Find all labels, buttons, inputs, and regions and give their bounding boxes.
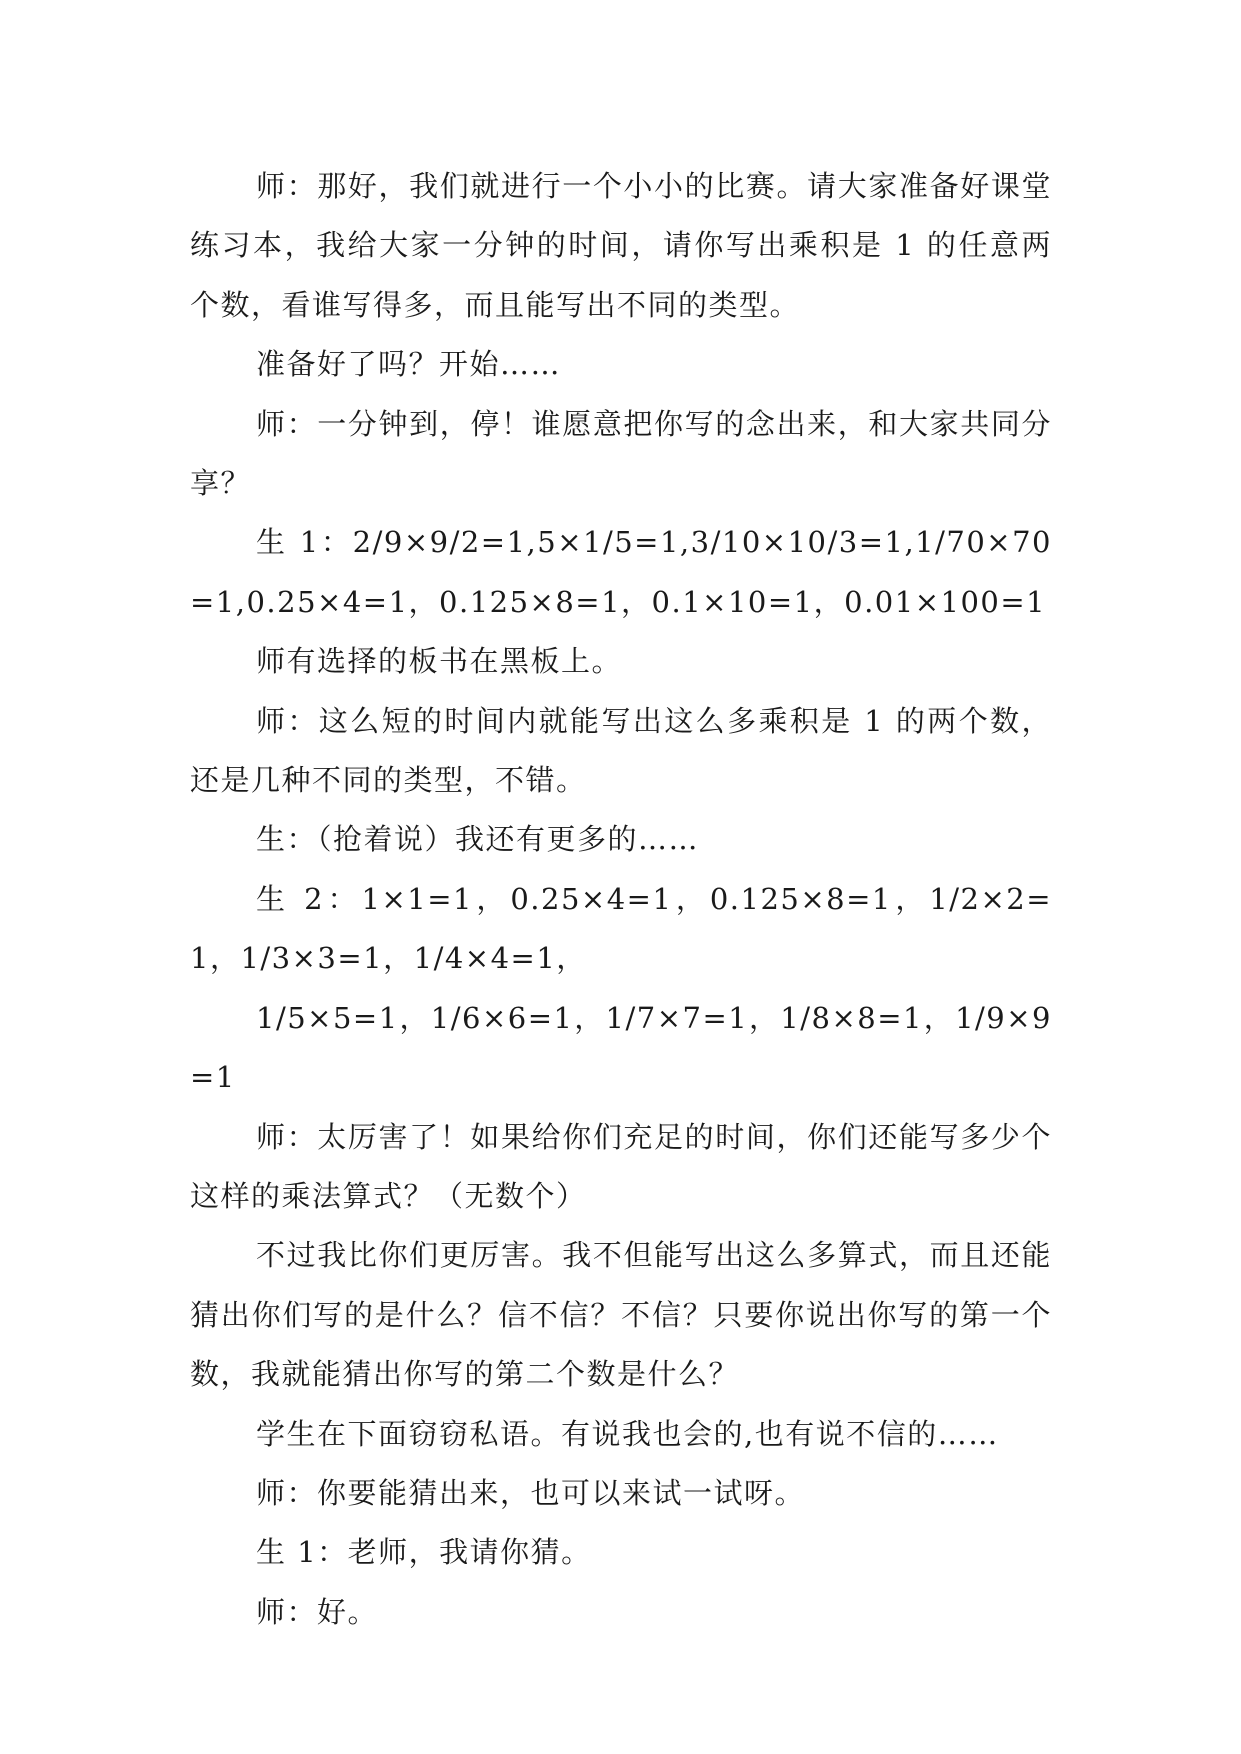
paragraph-students-whisper: 学生在下面窃窃私语。有说我也会的,也有说不信的…… bbox=[256, 1416, 999, 1451]
paragraph-time-up: 师：一分钟到，停！谁愿意把你写的念出来，和大家共同分享？ bbox=[190, 406, 1052, 501]
paragraph-student-more: 生：（抢着说）我还有更多的…… bbox=[256, 822, 700, 857]
paragraph-teacher-ok: 师：好。 bbox=[256, 1594, 379, 1629]
text-body bbox=[190, 157, 1052, 1642]
paragraph-blackboard-note: 师有选择的板书在黑板上。 bbox=[256, 644, 623, 679]
paragraph-student2-answers: 生 2：1×1=1，0.25×4=1，0.125×8=1，1/2×2=1，1/3×3=1，1/4×4=1， bbox=[190, 881, 1052, 976]
paragraph-teacher-praise: 师：这么短的时间内就能写出这么多乘积是 1 的两个数，还是几种不同的类型，不错。 bbox=[190, 703, 1052, 798]
paragraph-student1-answers: 生 1：2/9×9/2=1,5×1/5=1,3/10×10/3=1,1/70×70=1,0.25×4=1，0.125×8=1，0.1×10=1，0.01×100=1 bbox=[190, 525, 1052, 619]
paragraph-student1-request: 生 1：老师，我请你猜。 bbox=[256, 1535, 592, 1570]
paragraph-teacher-try: 师：你要能猜出来，也可以来试一试呀。 bbox=[256, 1475, 806, 1510]
paragraph-teacher-guess: 不过我比你们更厉害。我不但能写出这么多算式，而且还能猜出你们写的是什么？信不信？不信？只要你说出你写的第一个数，我就能猜出你写的第二个数是什么？ bbox=[190, 1238, 1052, 1392]
paragraph-teacher-question: 师：太厉害了！如果给你们充足的时间，你们还能写多少个这样的乘法算式？（无数个） bbox=[190, 1119, 1052, 1213]
paragraph-competition-intro: 师：那好，我们就进行一个小小的比赛。请大家准备好课堂练习本，我给大家一分钟的时间，请你写出乘积是 1 的任意两个数，看谁写得多，而且能写出不同的类型。 bbox=[190, 169, 1052, 322]
paragraph-student2-answers-cont: 1/5×5=1，1/6×6=1，1/7×7=1，1/8×8=1，1/9×9=1 bbox=[190, 1000, 1052, 1095]
paragraph-ready-start: 准备好了吗？开始…… bbox=[256, 347, 562, 382]
